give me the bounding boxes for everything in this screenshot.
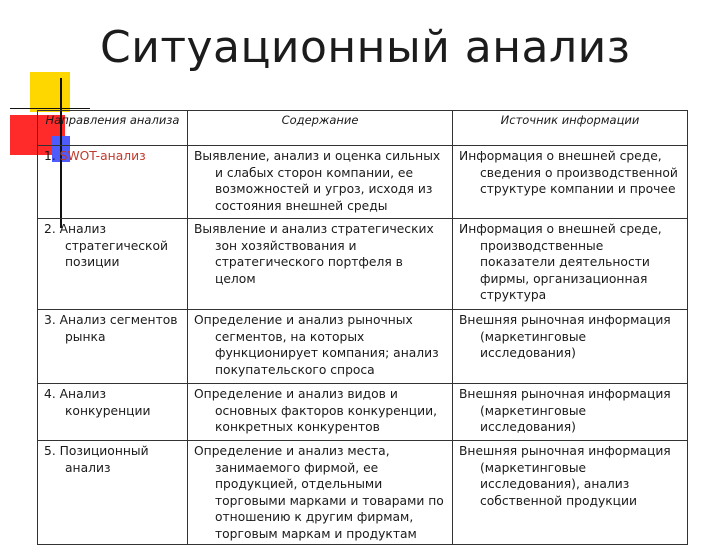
table-row [38,441,688,545]
row-source: Внешняя рыночная информация (маркетинговые исследования), анализ собственной продукции [453,441,688,545]
table-row [38,219,688,310]
row-source: Внешняя рыночная информация (маркетинговые исследования) [453,384,688,441]
row-direction: 5. Позиционный анализ [38,441,188,545]
row-direction: 4. Анализ конкуренции [38,384,188,441]
row-direction [38,146,188,219]
row-source: Информация о внешней среде, сведения о производственной структуре компании и прочее [453,146,688,219]
row-content: Выявление, анализ и оценка сильных и слабых сторон компании, ее возможностей и угроз, исходя из состояния внешней среды [188,146,453,219]
header-content: Содержание [188,111,453,146]
row-content: Определение и анализ места, занимаемого фирмой, ее продукцией, отдельными торговыми марками и товарами по отношению к другим фирмам, торговым маркам и продуктам [188,441,453,545]
table-row [38,146,688,219]
row-number: 1. [44,149,60,163]
header-source: Источник информации [453,111,688,146]
page-title: Ситуационный анализ [100,22,631,73]
row-content: Определение и анализ рыночных сегментов, на которых функционирует компания; анализ покупательского спроса [188,310,453,384]
row-content: Определение и анализ видов и основных факторов конкуренции, конкретных конкурентов [188,384,453,441]
analysis-table [37,110,688,545]
header-direction: Направления анализа [38,111,188,146]
decor-horizontal-line [10,108,90,109]
row-source: Информация о внешней среде, производственные показатели деятельности фирмы, организационная структура [453,219,688,310]
row-source: Внешняя рыночная информация (маркетинговые исследования) [453,310,688,384]
table-row [38,310,688,384]
table-row [38,384,688,441]
row-direction: 2. Анализ стратегической позиции [38,219,188,310]
swot-analysis-link[interactable]: SWOT-анализ [59,149,146,163]
row-content: Выявление и анализ стратегических зон хозяйствования и стратегического портфеля в целом [188,219,453,310]
row-direction: 3. Анализ сегментов рынка [38,310,188,384]
table-header-row [38,111,688,146]
decor-yellow-square [30,72,70,112]
